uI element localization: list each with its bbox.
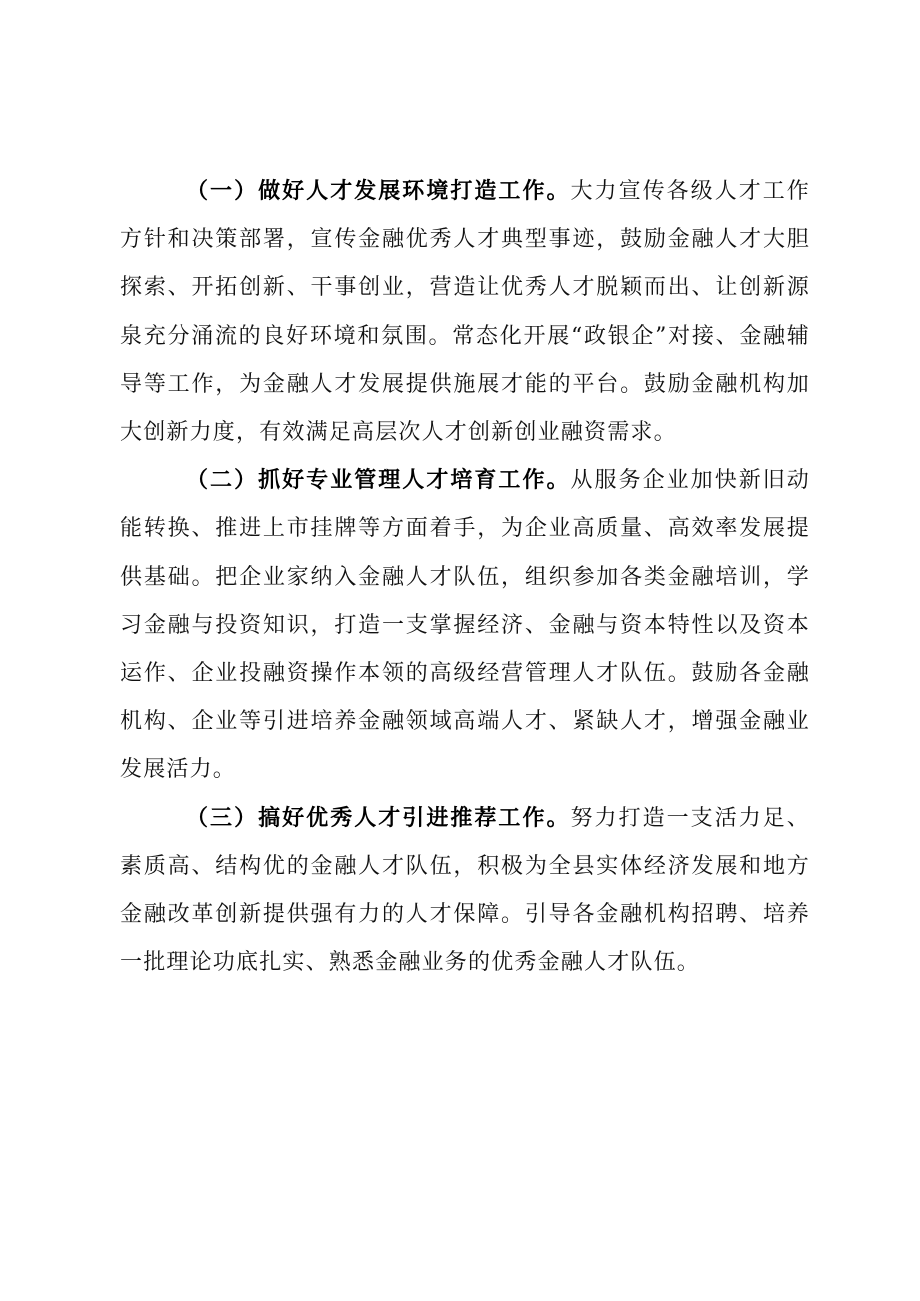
document-body	[120, 168, 810, 987]
paragraph-2	[120, 457, 810, 794]
paragraph-2-text: 从服务企业加快新旧动能转换、推进上市挂牌等方面着手，为企业高质量、高效率发展提供基础。把企业家纳入金融人才队伍，组织参加各类金融培训，学习金融与投资知识，打造一支掌握经济、金融与资本特性以及资本运作、企业投融资操作本领的高级经营管理人才队伍。鼓励各金融机构、企业等引进培养金融领域高端人才、紧缺人才，增强金融业发展活力。	[120, 468, 810, 783]
paragraph-3-heading: （三）搞好优秀人才引进推荐工作。	[186, 805, 571, 831]
paragraph-2-heading: （二）抓好专业管理人才培育工作。	[186, 468, 571, 494]
paragraph-3	[120, 795, 810, 988]
paragraph-3-text: 努力打造一支活力足、素质高、结构优的金融人才队伍，积极为全县实体经济发展和地方金融改革创新提供强有力的人才保障。引导各金融机构招聘、培养一批理论功底扎实、熟悉金融业务的优秀金融人才队伍。	[120, 805, 810, 976]
paragraph-1-heading: （一）做好人才发展环境打造工作。	[186, 179, 571, 204]
paragraph-1-text: 大力宣传各级人才工作方针和决策部署，宣传金融优秀人才典型事迹，鼓励金融人才大胆探索、开拓创新、干事创业，营造让优秀人才脱颖而出、让创新源泉充分涌流的良好环境和氛围。常态化开展“政银企”对接、金融辅导等工作，为金融人才发展提供施展才能的平台。鼓励金融机构加大创新力度，有效满足高层次人才创新创业融资需求。	[120, 179, 810, 446]
paragraph-1	[120, 168, 810, 457]
